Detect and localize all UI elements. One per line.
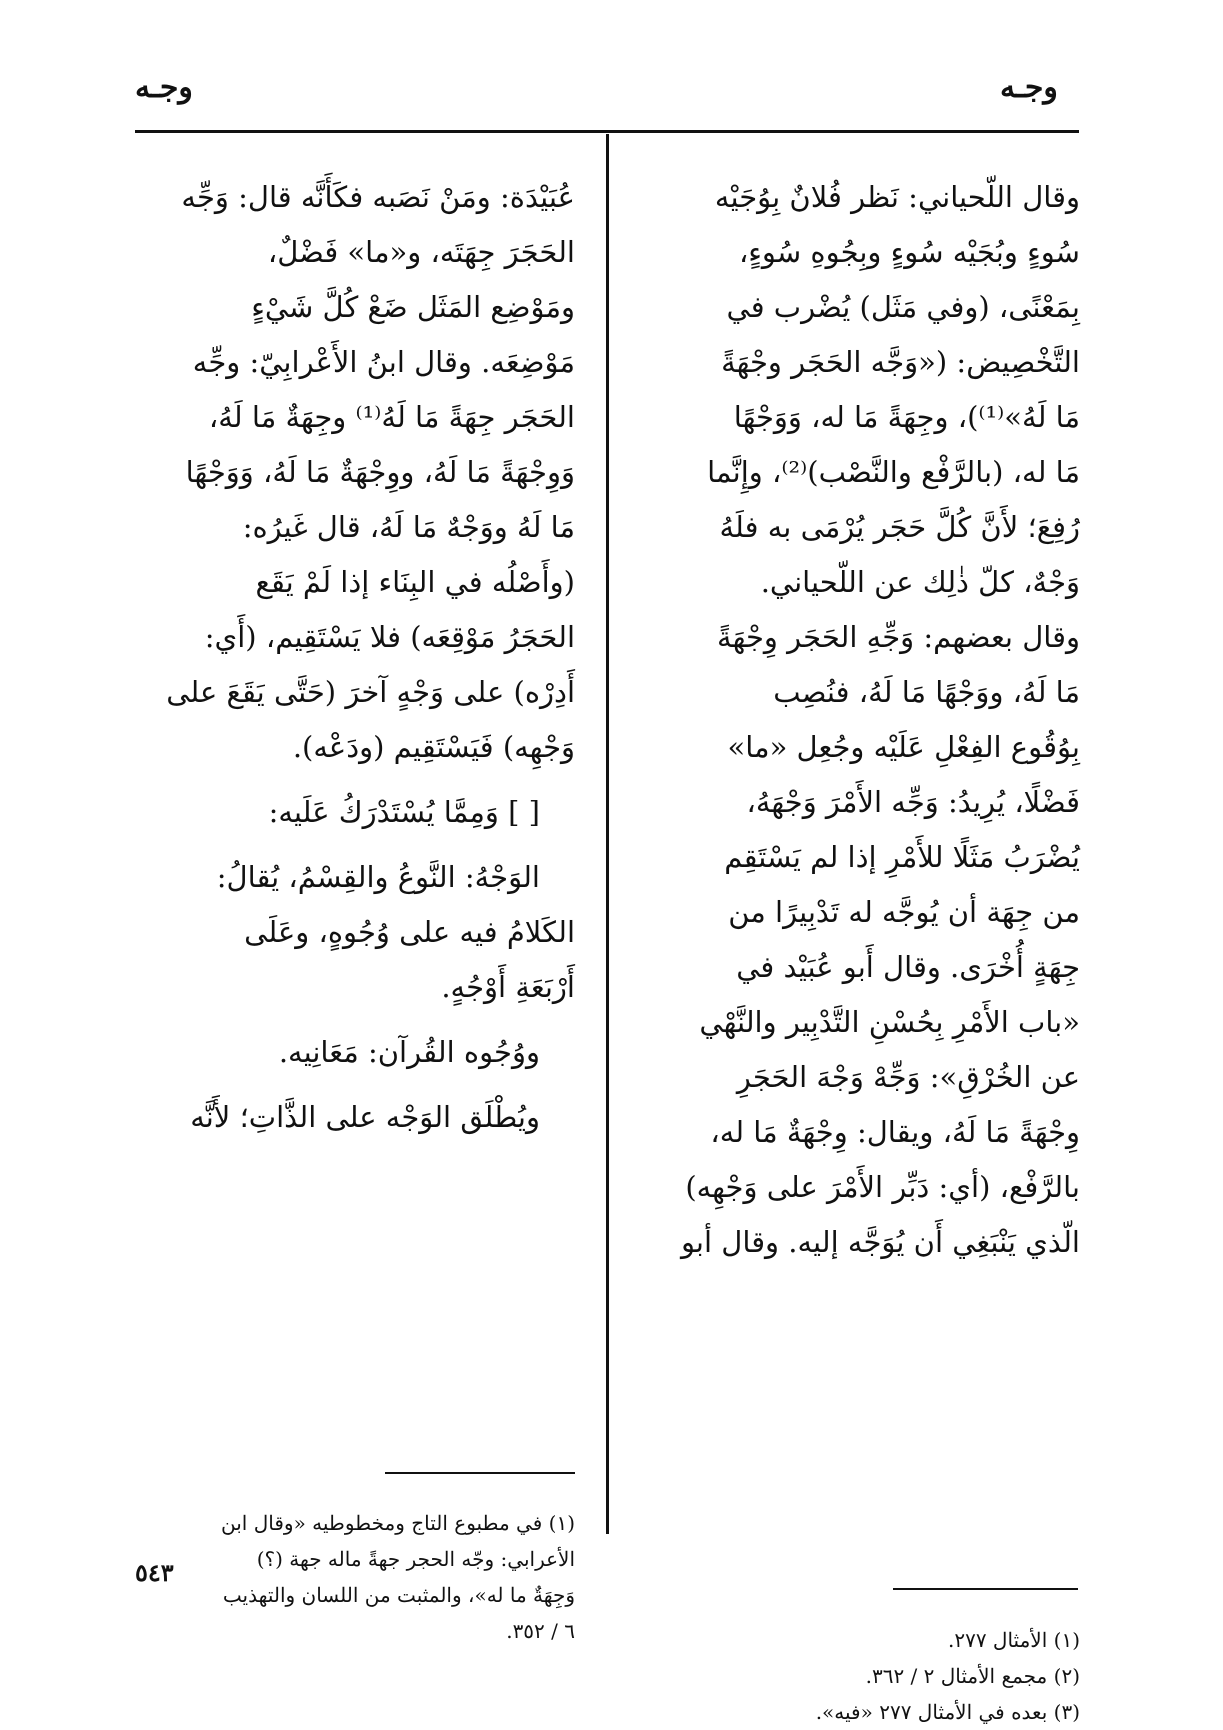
text-line: ووُجُوه القُرآن: مَعَانِيه.: [278, 1035, 540, 1069]
text-line: الحَجَر جِهَةً مَا لَهُ⁽¹⁾ وجِهَةٌ مَا لَهُ،: [208, 400, 575, 434]
text-line: مَا له، (بالرَّفْع والنَّصْب)⁽²⁾، وإِنَّما: [707, 455, 1080, 489]
text-line: التَّخْصِيض: («وَجَّه الحَجَر وجْهَةً: [721, 345, 1080, 379]
column-divider: [606, 134, 609, 1534]
footnotes-right: [650, 1622, 1080, 1730]
text-line: وَجْهٌ، كلّ ذٰلِك عن اللّحياني.: [760, 565, 1080, 599]
text-line: وقال بعضهم: وَجِّهِ الحَجَر وِجْهَةً: [717, 620, 1080, 654]
text-line: عن الخُرْقِ»: وَجِّهْ وَجْهَ الحَجَرِ: [736, 1060, 1080, 1094]
footnote: الأعرابي: وجّه الحجر جهةً ماله جهة (؟): [256, 1547, 575, 1571]
text-line: مَا لَهُ، ووَجْهًا مَا لَهُ، فنُصِب: [773, 675, 1080, 709]
text-line: رُفِعَ؛ لأَنَّ كُلَّ حَجَر يُرْمَى به فلَهُ: [719, 510, 1080, 544]
text-line: بِمَعْنًى، (وفي مَثَل) يُضْرب في: [726, 290, 1080, 324]
left-column: [135, 170, 575, 1145]
text-line: وَجْهِه) فَيَسْتَقِيم (ودَعْه).: [292, 730, 575, 764]
text-line: مَا لَهُ ووَجْهٌ مَا لَهُ، قال غَيرُه:: [242, 510, 575, 544]
header-rule: [135, 130, 1079, 133]
text-line: الحَجَرُ مَوْقِعَه) فلا يَسْتَقِيم، (أَي:: [204, 620, 575, 654]
text-line: بالرَّفْع، (أي: دَبِّر الأَمْرَ على وَجْهِه): [685, 1170, 1080, 1204]
text-line: من جِهَة أن يُوجَّه له تَدْبِيرًا من: [728, 895, 1080, 929]
text-line: مَوْضِعَه. وقال ابنُ الأَعْرابِيّ: وجِّه: [192, 345, 575, 379]
text-line: ومَوْضِع المَثَل ضَعْ كُلَّ شَيْءٍ: [251, 290, 575, 324]
running-header-right: وجـه: [1000, 70, 1058, 105]
text-line: وَوِجْهَةً مَا لَهُ، ووِجْهَةٌ مَا لَهُ، وَوَجْهًا: [185, 455, 575, 489]
text-line: فَضْلًا، يُرِيدُ: وَجِّه الأَمْرَ وَجْهَهُ،: [746, 785, 1080, 819]
text-line: الكَلامُ فيه على وُجُوهٍ، وعَلَى: [244, 915, 575, 949]
right-column: [650, 170, 1080, 1270]
text-line: (وأَصْلُه في البِنَاء إذا لَمْ يَقَع: [255, 565, 575, 599]
text-line: الوَجْهُ: النَّوعُ والقِسْمُ، يُقالُ:: [216, 860, 540, 894]
text-line: أَرْبَعَةِ أَوْجُهٍ.: [441, 970, 575, 1004]
running-header-left: وجـه: [135, 70, 193, 105]
footnote: ٦ / ٣٥٢.: [506, 1619, 575, 1643]
footnote: (٣) بعده في الأمثال ٢٧٧ «فيه».: [815, 1700, 1080, 1724]
text-line: جِهَةٍ أُخْرَى. وقال أَبو عُبَيْد في: [736, 950, 1080, 984]
footnote-rule-right: [893, 1588, 1078, 1590]
text-line: يُضْرَبُ مَثَلًا للأَمْرِ إذا لم يَسْتَقِم: [724, 840, 1080, 874]
text-line: وِجْهَةً مَا لَهُ، ويقال: وِجْهَةٌ مَا له،: [710, 1115, 1080, 1149]
text-line: ويُطْلَق الوَجْه على الذَّاتِ؛ لأَنَّه: [190, 1100, 540, 1134]
page-number: ٥٤٣: [135, 1558, 174, 1587]
text-line: أَدِرْه) على وَجْهٍ آخرَ (حَتَّى يَقَعَ على: [166, 675, 575, 709]
footnote: (١) الأمثال ٢٧٧.: [947, 1628, 1080, 1652]
text-line: الّذي يَنْبَغِي أَن يُوَجَّه إليه. وقال أبو: [680, 1225, 1080, 1259]
footnote-rule-left: [385, 1472, 575, 1474]
text-line: «باب الأَمْرِ بِحُسْنِ التَّدْبِير والنَّهْي: [699, 1005, 1080, 1039]
footnote: وَجِهَةٌ ما له»، والمثبت من اللسان والتهذيب: [222, 1583, 575, 1607]
text-line: بِوُقُوع الفِعْلِ عَلَيْه وجُعِل «ما»: [727, 730, 1080, 764]
mustadrak-heading: [ ] وَمِمَّا يُسْتَدْرَكُ عَلَيه:: [268, 795, 540, 829]
footnote: (٢) مجمع الأمثال ٢ / ٣٦٢.: [865, 1664, 1080, 1688]
text-line: مَا لَهُ»⁽¹⁾)، وجِهَةً مَا له، وَوَجْهًا: [733, 400, 1080, 434]
text-line: سُوءٍ وبُجَيْه سُوءٍ وبِجُوهِ سُوءٍ،: [738, 235, 1080, 269]
footnotes-left: [135, 1505, 575, 1649]
text-line: وقال اللّحياني: نَظر فُلانٌ بِوُجَيْه: [714, 180, 1080, 214]
footnote: (١) في مطبوع التاج ومخطوطيه «وقال ابن: [221, 1511, 575, 1535]
text-line: الحَجَرَ جِهَتَه، و«ما» فَضْلٌ،: [267, 235, 575, 269]
text-line: عُبَيْدَة: ومَنْ نَصَبه فكَأَنَّه قال: وَجِّه: [181, 180, 575, 214]
